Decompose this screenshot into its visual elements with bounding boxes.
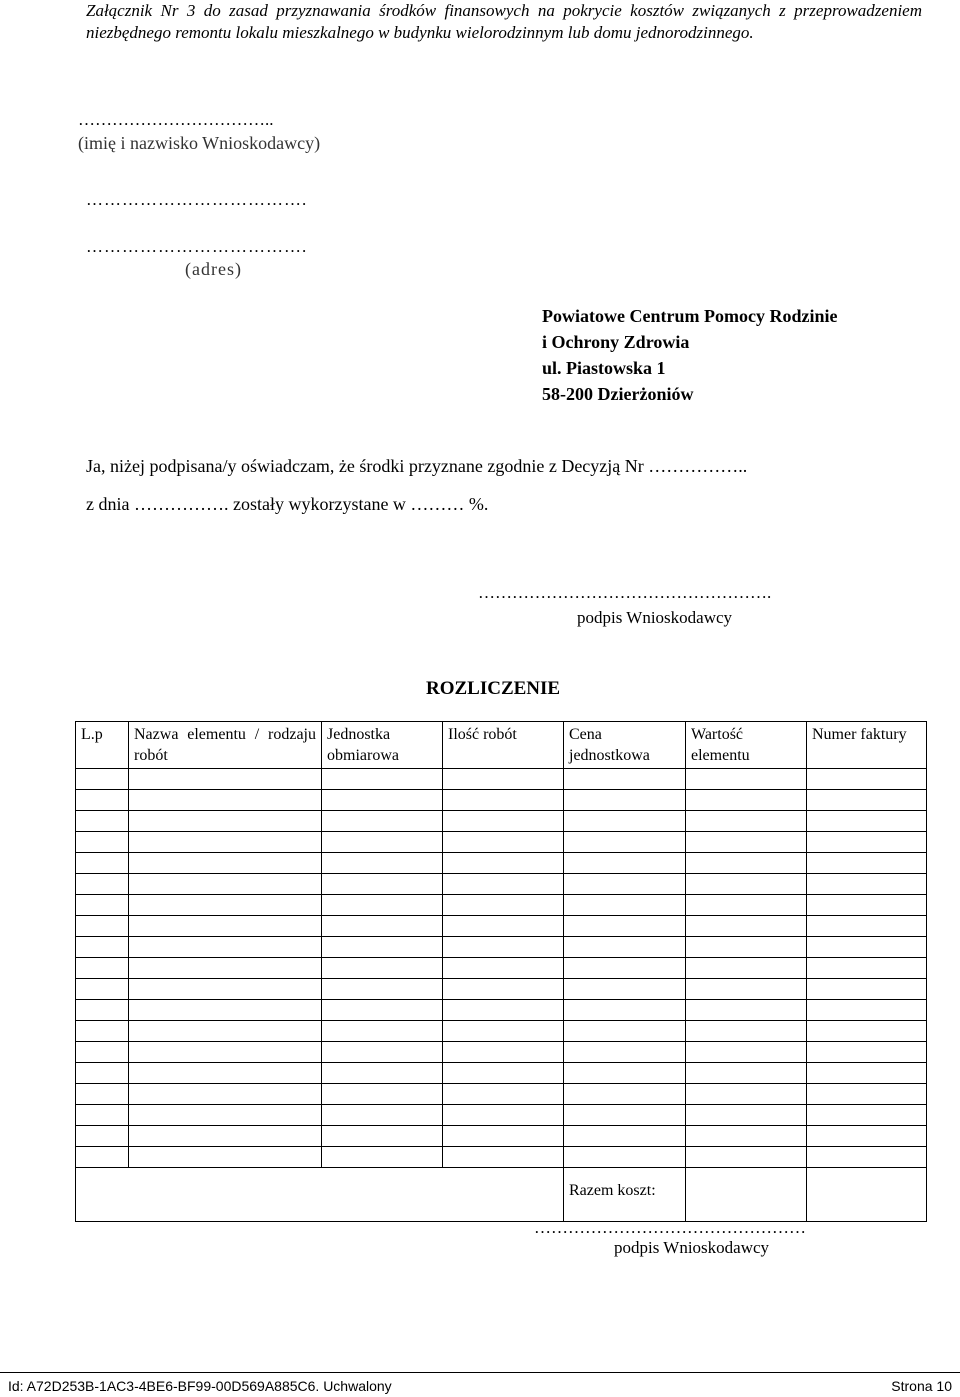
signature-label-2: podpis Wnioskodawcy	[614, 1238, 770, 1257]
table-cell	[443, 1147, 564, 1168]
table-cell	[129, 1042, 322, 1063]
table-row	[76, 1126, 927, 1147]
table-cell	[686, 1084, 807, 1105]
table-cell	[129, 1063, 322, 1084]
recipient-line-2: i Ochrony Zdrowia	[542, 332, 690, 352]
table-cell	[686, 874, 807, 895]
table-cell	[443, 958, 564, 979]
table-cell	[443, 1063, 564, 1084]
table-cell	[129, 1126, 322, 1147]
table-cell	[564, 769, 686, 790]
table-cell	[322, 1126, 443, 1147]
table-cell	[322, 979, 443, 1000]
table-cell	[76, 811, 129, 832]
table-cell	[76, 790, 129, 811]
table-row	[76, 1021, 927, 1042]
sum-invoice	[807, 1168, 927, 1222]
table-row	[76, 979, 927, 1000]
table-cell	[76, 1126, 129, 1147]
recipient-line-3: ul. Piastowska 1	[542, 358, 666, 378]
table-cell	[76, 1042, 129, 1063]
header-value: Wartość elementu	[686, 722, 807, 769]
table-cell	[564, 979, 686, 1000]
table-cell	[443, 790, 564, 811]
table-cell	[76, 1063, 129, 1084]
table-cell	[322, 874, 443, 895]
table-cell	[443, 895, 564, 916]
table-cell	[76, 979, 129, 1000]
table-cell	[686, 811, 807, 832]
table-cell	[129, 895, 322, 916]
signature-dots-2: …………………………………………	[534, 1218, 806, 1237]
table-cell	[76, 1021, 129, 1042]
header-invoice: Numer faktury	[807, 722, 927, 769]
table-cell	[443, 832, 564, 853]
sum-label: Razem koszt:	[564, 1168, 686, 1222]
table-row	[76, 769, 927, 790]
table-cell	[686, 895, 807, 916]
table-cell	[443, 979, 564, 1000]
table-cell	[807, 1147, 927, 1168]
table-cell	[686, 958, 807, 979]
table-cell	[564, 1042, 686, 1063]
table-cell	[564, 1126, 686, 1147]
table-cell	[564, 832, 686, 853]
settlement-table	[75, 721, 927, 1222]
sum-empty-cell	[76, 1168, 129, 1222]
applicant-address-label: (adres)	[185, 259, 242, 279]
sum-value	[686, 1168, 807, 1222]
recipient-line-1: Powiatowe Centrum Pomocy Rodzinie	[542, 306, 838, 326]
table-cell	[76, 916, 129, 937]
table-cell	[807, 769, 927, 790]
table-cell	[129, 958, 322, 979]
table-cell	[686, 1147, 807, 1168]
table-cell	[129, 1021, 322, 1042]
table-cell	[322, 895, 443, 916]
table-cell	[443, 1042, 564, 1063]
table-cell	[443, 937, 564, 958]
table-cell	[686, 790, 807, 811]
table-row	[76, 1105, 927, 1126]
table-cell	[807, 1042, 927, 1063]
table-row	[76, 1084, 927, 1105]
table-cell	[807, 1063, 927, 1084]
table-row	[76, 1000, 927, 1021]
document-id: Id: A72D253B-1AC3-4BE6-BF99-00D569A885C6. Uchwalony	[8, 1378, 392, 1394]
table-cell	[807, 790, 927, 811]
table-cell	[807, 958, 927, 979]
sum-empty-cell	[129, 1168, 322, 1222]
table-cell	[129, 916, 322, 937]
table-cell	[322, 853, 443, 874]
header-quantity: Ilość robót	[443, 722, 564, 769]
table-cell	[322, 1000, 443, 1021]
table-cell	[443, 811, 564, 832]
table-cell	[322, 937, 443, 958]
signature-label-1: podpis Wnioskodawcy	[577, 608, 733, 627]
table-cell	[322, 832, 443, 853]
table-cell	[564, 958, 686, 979]
table-row	[76, 1042, 927, 1063]
applicant-name-label: (imię i nazwisko Wnioskodawcy)	[78, 133, 321, 153]
applicant-address-dots-2: ……………………………….	[86, 237, 308, 256]
signature-dots-1: …………………………………………….	[478, 583, 772, 602]
table-cell	[129, 979, 322, 1000]
sum-empty-cell	[322, 1168, 443, 1222]
table-cell	[129, 769, 322, 790]
table-row	[76, 790, 927, 811]
table-cell	[564, 1084, 686, 1105]
table-cell	[443, 769, 564, 790]
table-cell	[807, 874, 927, 895]
table-cell	[564, 1000, 686, 1021]
table-cell	[564, 1021, 686, 1042]
table-cell	[322, 1021, 443, 1042]
header-lp: L.p	[76, 722, 129, 769]
table-cell	[322, 790, 443, 811]
table-cell	[807, 1084, 927, 1105]
table-cell	[807, 1000, 927, 1021]
table-cell	[129, 790, 322, 811]
table-cell	[76, 895, 129, 916]
table-cell	[686, 1126, 807, 1147]
table-row	[76, 895, 927, 916]
table-cell	[322, 769, 443, 790]
statement-line-2: z dnia ……………. zostały wykorzystane w ……… %.	[86, 494, 489, 514]
table-title: ROZLICZENIE	[426, 678, 561, 699]
table-cell	[807, 1126, 927, 1147]
table-cell	[807, 916, 927, 937]
table-cell	[322, 958, 443, 979]
table-cell	[807, 979, 927, 1000]
table-sum-row	[76, 1168, 927, 1222]
table-cell	[443, 1105, 564, 1126]
table-cell	[564, 895, 686, 916]
table-cell	[322, 1147, 443, 1168]
table-cell	[322, 1042, 443, 1063]
attachment-header: Załącznik Nr 3 do zasad przyznawania środków finansowych na pokrycie kosztów związanych z przeprowadzeniem niezbędnego remontu lokalu mieszkalnego w budynku wielorodzinnym lub domu jednorodzinnego.	[86, 1, 922, 42]
table-cell	[564, 790, 686, 811]
table-cell	[686, 853, 807, 874]
table-row	[76, 1147, 927, 1168]
table-cell	[76, 832, 129, 853]
header-name: Nazwa elementu / rodzaju robót	[129, 722, 322, 769]
table-cell	[129, 937, 322, 958]
applicant-address-dots-1: ……………………………….	[86, 190, 308, 209]
table-cell	[129, 832, 322, 853]
page-footer	[0, 1372, 960, 1397]
table-cell	[686, 916, 807, 937]
table-cell	[322, 1063, 443, 1084]
table-cell	[443, 1126, 564, 1147]
table-cell	[807, 937, 927, 958]
table-cell	[443, 916, 564, 937]
table-cell	[129, 1147, 322, 1168]
table-cell	[129, 1084, 322, 1105]
recipient-address	[542, 303, 922, 407]
table-cell	[76, 937, 129, 958]
table-cell	[686, 1063, 807, 1084]
table-cell	[76, 853, 129, 874]
table-cell	[807, 1105, 927, 1126]
table-cell	[322, 1105, 443, 1126]
table-cell	[807, 1021, 927, 1042]
table-cell	[129, 874, 322, 895]
table-cell	[686, 832, 807, 853]
table-cell	[322, 1084, 443, 1105]
table-cell	[564, 916, 686, 937]
table-cell	[76, 1105, 129, 1126]
header-unit: Jednostka obmiarowa	[322, 722, 443, 769]
table-cell	[76, 1084, 129, 1105]
table-cell	[807, 853, 927, 874]
table-cell	[564, 1063, 686, 1084]
table-cell	[76, 769, 129, 790]
table-cell	[564, 1105, 686, 1126]
table-row	[76, 853, 927, 874]
table-cell	[76, 1147, 129, 1168]
table-cell	[564, 937, 686, 958]
table-cell	[564, 811, 686, 832]
table-cell	[322, 916, 443, 937]
page-number: Strona 10	[891, 1378, 952, 1394]
table-cell	[76, 958, 129, 979]
table-cell	[564, 853, 686, 874]
table-cell	[443, 1021, 564, 1042]
table-cell	[129, 811, 322, 832]
table-cell	[564, 1147, 686, 1168]
table-cell	[564, 874, 686, 895]
table-cell	[686, 769, 807, 790]
table-row	[76, 811, 927, 832]
table-row	[76, 832, 927, 853]
table-row	[76, 958, 927, 979]
table-cell	[76, 1000, 129, 1021]
table-cell	[443, 874, 564, 895]
header-unit-price: Cena jednostkowa	[564, 722, 686, 769]
table-row	[76, 1063, 927, 1084]
table-cell	[807, 895, 927, 916]
table-cell	[129, 853, 322, 874]
table-cell	[686, 1021, 807, 1042]
table-row	[76, 937, 927, 958]
table-cell	[686, 979, 807, 1000]
table-cell	[807, 832, 927, 853]
table-cell	[76, 874, 129, 895]
table-cell	[807, 811, 927, 832]
recipient-line-4: 58-200 Dzierżoniów	[542, 384, 694, 404]
table-cell	[686, 1042, 807, 1063]
statement-line-1: Ja, niżej podpisana/y oświadczam, że środki przyznane zgodnie z Decyzją Nr ……………..	[86, 456, 748, 476]
table-cell	[443, 1000, 564, 1021]
table-header-row	[76, 722, 927, 769]
table-row	[76, 916, 927, 937]
sum-empty-cell	[443, 1168, 564, 1222]
table-row	[76, 874, 927, 895]
table-cell	[686, 937, 807, 958]
table-cell	[443, 853, 564, 874]
table-cell	[686, 1105, 807, 1126]
table-cell	[129, 1105, 322, 1126]
table-cell	[686, 1000, 807, 1021]
applicant-name-dots: ……………………………..	[78, 110, 274, 129]
table-cell	[322, 811, 443, 832]
table-cell	[443, 1084, 564, 1105]
table-cell	[129, 1000, 322, 1021]
